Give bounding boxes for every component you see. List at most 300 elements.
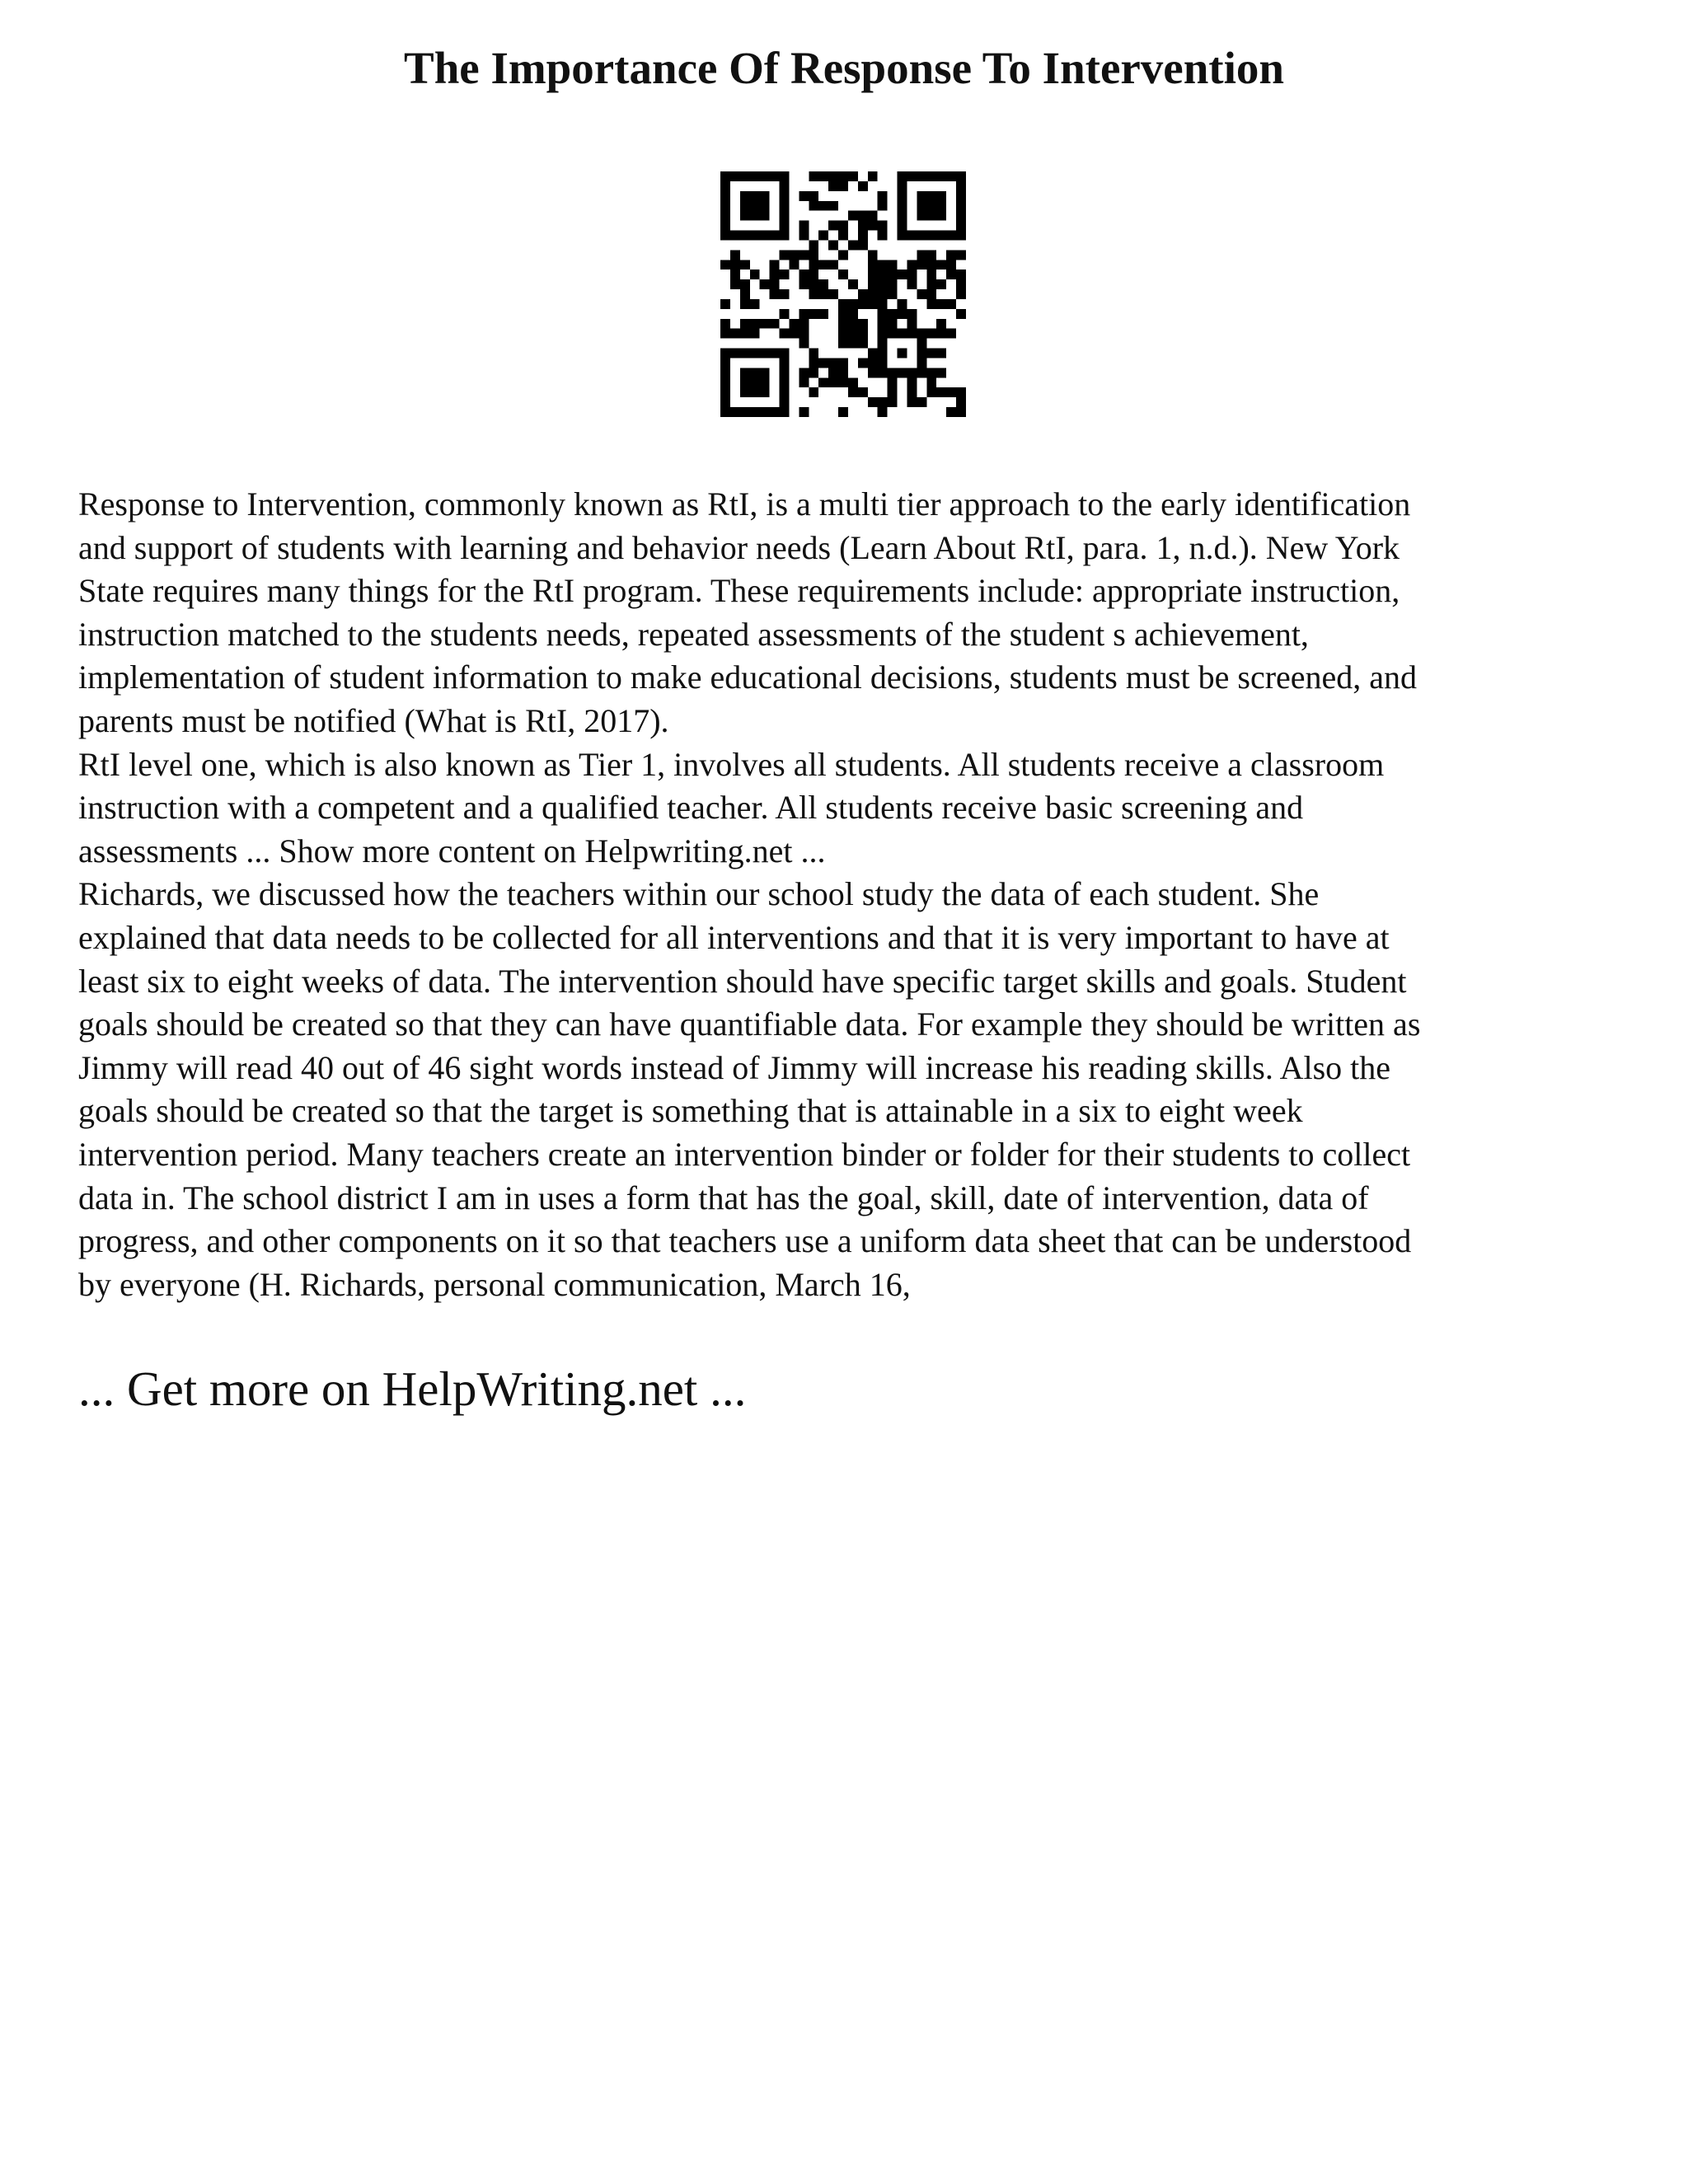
qr-module	[740, 211, 750, 221]
qr-module	[809, 387, 818, 397]
qr-module	[878, 349, 888, 359]
qr-module	[956, 201, 966, 211]
qr-module	[888, 319, 898, 329]
qr-module	[858, 221, 868, 231]
qr-module	[888, 269, 898, 279]
qr-module	[799, 309, 809, 319]
qr-module	[809, 260, 818, 269]
qr-module	[878, 397, 888, 407]
qr-module	[907, 319, 917, 329]
qr-module	[936, 191, 946, 201]
qr-module	[956, 269, 966, 279]
qr-module	[730, 231, 740, 241]
qr-module	[740, 329, 750, 339]
qr-module	[750, 211, 760, 221]
qr-module	[780, 191, 790, 201]
qr-module	[799, 407, 809, 417]
qr-module	[917, 368, 926, 377]
qr-module	[838, 181, 848, 191]
qr-module	[809, 240, 818, 250]
qr-module	[848, 387, 858, 397]
qr-module	[730, 349, 740, 359]
qr-module	[780, 221, 790, 231]
qr-module	[848, 377, 858, 387]
qr-module	[740, 368, 750, 377]
qr-module	[740, 260, 750, 269]
qr-module	[858, 181, 868, 191]
qr-module	[878, 289, 888, 299]
qr-module	[740, 279, 750, 289]
paragraph: Richards, we discussed how the teachers within our school study the data of each student. She explained that data needs to be collected for all interventions and that it is very important to have at least six to eight weeks of data. The intervention should have specific target skills and goals. Student goals should be created so that they can have quantifiable data. For example they should be written as Jimmy will read 40 out of 46 sight words instead of Jimmy will increase his reading skills. Also the goals should be created so that the target is something that is attainable in a six to eight week intervention period. Many teachers create an intervention binder or folder for their students to collect data in. The school district I am in uses a form that has the goal, skill, date of intervention, data of progress, and other components on it so that teachers use a uniform data sheet that can be understood by everyone (H. Richards, personal communication, March 16,	[78, 875, 1421, 1303]
qr-module	[818, 377, 828, 387]
qr-module	[917, 339, 926, 349]
qr-module	[956, 397, 966, 407]
qr-module	[720, 407, 730, 417]
qr-module	[848, 339, 858, 349]
qr-module	[720, 191, 730, 201]
qr-module	[799, 231, 809, 241]
qr-module	[936, 387, 946, 397]
qr-module	[926, 250, 936, 260]
qr-module	[848, 329, 858, 339]
qr-module	[926, 387, 936, 397]
qr-module	[926, 279, 936, 289]
qr-module	[828, 358, 838, 368]
qr-module	[868, 397, 878, 407]
qr-module	[926, 349, 936, 359]
paragraph: Response to Intervention, commonly known as RtI, is a multi tier approach to the early identification and support of students with learning and behavior needs (Learn About RtI, para. 1, n.d.). New York State requires many things for the RtI program. These requirements include: appropriate instruction, instruction matched to the students needs, repeated assessments of the student s achievement, implementation of student information to make educational decisions, students must be screened, and parents must be notified (What is RtI, 2017).	[78, 485, 1418, 739]
qr-module	[926, 289, 936, 299]
qr-module	[760, 407, 770, 417]
qr-module	[809, 171, 818, 181]
qr-module	[838, 221, 848, 231]
qr-module	[730, 250, 740, 260]
qr-module	[858, 211, 868, 221]
qr-module	[828, 377, 838, 387]
qr-module	[750, 387, 760, 397]
qr-module	[898, 299, 907, 309]
qr-module	[926, 377, 936, 387]
qr-module	[720, 387, 730, 397]
qr-module	[818, 309, 828, 319]
qr-module	[780, 289, 790, 299]
qr-module	[780, 368, 790, 377]
qr-module	[799, 319, 809, 329]
qr-module	[838, 309, 848, 319]
qr-module	[780, 387, 790, 397]
qr-module	[720, 349, 730, 359]
qr-module	[936, 231, 946, 241]
qr-module	[780, 269, 790, 279]
qr-module	[809, 289, 818, 299]
qr-module	[760, 171, 770, 181]
qr-module	[760, 211, 770, 221]
qr-module	[888, 368, 898, 377]
qr-module	[858, 319, 868, 329]
qr-module	[868, 349, 878, 359]
qr-module	[809, 279, 818, 289]
qr-module	[878, 368, 888, 377]
qr-module	[740, 231, 750, 241]
qr-module	[750, 231, 760, 241]
qr-module	[898, 269, 907, 279]
qr-module	[946, 250, 956, 260]
qr-module	[936, 260, 946, 269]
qr-module	[917, 171, 926, 181]
qr-module	[926, 231, 936, 241]
qr-module	[926, 211, 936, 221]
qr-module	[838, 269, 848, 279]
qr-module	[828, 368, 838, 377]
qr-module	[878, 319, 888, 329]
qr-module	[868, 279, 878, 289]
qr-module	[799, 279, 809, 289]
qr-module	[888, 279, 898, 289]
qr-module	[926, 201, 936, 211]
qr-module	[926, 299, 936, 309]
qr-module	[956, 289, 966, 299]
qr-module	[818, 260, 828, 269]
qr-module	[898, 191, 907, 201]
qr-module	[740, 349, 750, 359]
qr-module	[858, 358, 868, 368]
qr-module	[917, 231, 926, 241]
qr-module	[898, 201, 907, 211]
qr-module	[907, 387, 917, 397]
qr-module	[898, 368, 907, 377]
qr-module	[848, 279, 858, 289]
qr-module	[858, 231, 868, 241]
qr-module	[838, 339, 848, 349]
qr-module	[907, 260, 917, 269]
qr-module	[956, 407, 966, 417]
qr-module	[760, 387, 770, 397]
qr-module	[878, 260, 888, 269]
qr-module	[838, 171, 848, 181]
qr-module	[868, 358, 878, 368]
qr-module	[780, 329, 790, 339]
qr-module	[898, 211, 907, 221]
qr-module	[926, 191, 936, 201]
qr-module	[926, 368, 936, 377]
qr-module	[838, 250, 848, 260]
qr-module	[740, 191, 750, 201]
qr-module	[720, 397, 730, 407]
qr-module	[907, 377, 917, 387]
qr-module	[780, 377, 790, 387]
qr-module	[917, 250, 926, 260]
page-title: The Importance Of Response To Intervention	[404, 43, 1284, 93]
qr-module	[760, 231, 770, 241]
qr-module	[838, 377, 848, 387]
qr-module	[720, 299, 730, 309]
qr-module	[898, 181, 907, 191]
qr-module	[750, 329, 760, 339]
qr-module	[917, 358, 926, 368]
qr-module	[809, 191, 818, 201]
qr-module	[868, 289, 878, 299]
qr-module	[740, 319, 750, 329]
qr-module	[789, 260, 799, 269]
qr-module	[770, 279, 780, 289]
qr-module	[818, 171, 828, 181]
qr-module	[770, 269, 780, 279]
qr-module	[917, 260, 926, 269]
qr-module	[828, 181, 838, 191]
qr-module	[946, 269, 956, 279]
qr-module	[848, 211, 858, 221]
qr-module	[946, 407, 956, 417]
qr-module	[780, 211, 790, 221]
qr-module	[730, 269, 740, 279]
qr-module	[780, 309, 790, 319]
qr-module	[720, 319, 730, 329]
qr-module	[799, 191, 809, 201]
qr-module	[720, 358, 730, 368]
qr-module	[818, 289, 828, 299]
qr-module	[818, 201, 828, 211]
qr-module	[809, 368, 818, 377]
qr-module	[917, 349, 926, 359]
qr-module	[926, 171, 936, 181]
qr-module	[898, 171, 907, 181]
qr-module	[828, 240, 838, 250]
qr-module	[828, 171, 838, 181]
qr-module	[770, 289, 780, 299]
qr-module	[907, 171, 917, 181]
qr-module	[809, 201, 818, 211]
qr-module	[898, 329, 907, 339]
qr-module	[740, 171, 750, 181]
qr-module	[740, 387, 750, 397]
qr-module	[720, 221, 730, 231]
qr-module	[730, 260, 740, 269]
article-body	[78, 483, 1620, 1306]
qr-module	[720, 329, 730, 339]
qr-module	[868, 269, 878, 279]
qr-module	[946, 329, 956, 339]
qr-module	[789, 329, 799, 339]
qr-module	[868, 171, 878, 181]
qr-module	[878, 407, 888, 417]
qr-module	[898, 349, 907, 359]
qr-module	[878, 231, 888, 241]
qr-module	[809, 250, 818, 260]
qr-module	[838, 407, 848, 417]
qr-module	[946, 171, 956, 181]
qr-module	[917, 289, 926, 299]
qr-module	[818, 358, 828, 368]
qr-module	[780, 407, 790, 417]
qr-module	[750, 201, 760, 211]
qr-module	[936, 329, 946, 339]
qr-module	[936, 279, 946, 289]
qr-module	[936, 211, 946, 221]
qr-module	[818, 231, 828, 241]
qr-module	[770, 260, 780, 269]
qr-module	[780, 397, 790, 407]
qr-module	[740, 201, 750, 211]
qr-module	[898, 309, 907, 319]
qr-module	[740, 377, 750, 387]
qr-module	[946, 299, 956, 309]
qr-module	[858, 387, 868, 397]
qr-module	[828, 201, 838, 211]
qr-module	[858, 329, 868, 339]
qr-module	[878, 339, 888, 349]
qr-module	[789, 250, 799, 260]
qr-module	[907, 279, 917, 289]
qr-module	[956, 221, 966, 231]
qr-module	[878, 279, 888, 289]
qr-module	[946, 260, 956, 269]
qr-module	[750, 368, 760, 377]
qr-module	[878, 201, 888, 211]
qr-module	[720, 377, 730, 387]
qr-module	[936, 349, 946, 359]
qr-module	[888, 397, 898, 407]
qr-module	[799, 269, 809, 279]
qr-module	[858, 289, 868, 299]
qr-module	[907, 397, 917, 407]
qr-module	[828, 221, 838, 231]
qr-module	[956, 191, 966, 201]
qr-module	[750, 377, 760, 387]
qr-module	[760, 279, 770, 289]
qr-module	[838, 299, 848, 309]
qr-module	[926, 329, 936, 339]
qr-module	[878, 299, 888, 309]
qr-module	[838, 329, 848, 339]
qr-module	[780, 181, 790, 191]
qr-module	[917, 211, 926, 221]
qr-module	[780, 171, 790, 181]
qr-module	[750, 299, 760, 309]
qr-module	[770, 171, 780, 181]
qr-module	[936, 368, 946, 377]
qr-module	[720, 211, 730, 221]
qr-module	[917, 329, 926, 339]
qr-module	[888, 289, 898, 299]
qr-module	[760, 201, 770, 211]
qr-module	[936, 299, 946, 309]
qr-module	[720, 260, 730, 269]
qr-module	[720, 181, 730, 191]
qr-module	[730, 279, 740, 289]
qr-module	[907, 368, 917, 377]
qr-module	[838, 358, 848, 368]
qr-module	[818, 279, 828, 289]
qr-module	[809, 349, 818, 359]
qr-module	[956, 279, 966, 289]
qr-module	[898, 231, 907, 241]
qr-module	[770, 407, 780, 417]
qr-module	[888, 377, 898, 387]
qr-module	[878, 358, 888, 368]
qr-module	[878, 329, 888, 339]
qr-module	[956, 181, 966, 191]
qr-module	[917, 397, 926, 407]
qr-module	[936, 171, 946, 181]
qr-module	[907, 329, 917, 339]
qr-module	[828, 260, 838, 269]
qr-module	[720, 368, 730, 377]
qr-module	[878, 269, 888, 279]
qr-module	[848, 171, 858, 181]
qr-module	[946, 387, 956, 397]
paragraph: RtI level one, which is also known as Tier 1, involves all students. All students receive a classroom instruction with a competent and a qualified teacher. All students receive basic screening and assessments ... Show more content on Helpwriting.net ...	[78, 745, 1385, 869]
qr-module	[898, 221, 907, 231]
qr-code	[720, 171, 966, 417]
qr-module	[956, 211, 966, 221]
qr-module	[848, 299, 858, 309]
qr-module	[799, 221, 809, 231]
qr-module	[907, 269, 917, 279]
qr-module	[848, 240, 858, 250]
qr-module	[888, 260, 898, 269]
qr-module	[868, 260, 878, 269]
qr-module	[956, 231, 966, 241]
qr-module	[799, 250, 809, 260]
qr-module	[848, 309, 858, 319]
qr-module	[858, 339, 868, 349]
qr-module	[809, 269, 818, 279]
qr-module	[907, 309, 917, 319]
qr-module	[868, 211, 878, 221]
qr-module	[780, 349, 790, 359]
qr-module	[936, 319, 946, 329]
qr-module	[878, 309, 888, 319]
get-more-link[interactable]: ... Get more on HelpWriting.net ...	[78, 1361, 747, 1416]
qr-module	[750, 191, 760, 201]
qr-module	[868, 299, 878, 309]
qr-module	[740, 289, 750, 299]
qr-module	[868, 250, 878, 260]
qr-module	[760, 368, 770, 377]
qr-module	[799, 339, 809, 349]
qr-module	[720, 231, 730, 241]
qr-module	[780, 250, 790, 260]
qr-module	[838, 231, 848, 241]
qr-module	[750, 269, 760, 279]
qr-module	[828, 289, 838, 299]
qr-module	[956, 250, 966, 260]
qr-module	[956, 171, 966, 181]
qr-module	[878, 221, 888, 231]
qr-module	[730, 329, 740, 339]
qr-module	[878, 191, 888, 201]
qr-module	[838, 319, 848, 329]
qr-module	[858, 240, 868, 250]
qr-module	[868, 368, 878, 377]
qr-module	[780, 358, 790, 368]
qr-module	[720, 201, 730, 211]
qr-module	[907, 231, 917, 241]
qr-module	[838, 368, 848, 377]
qr-module	[780, 231, 790, 241]
qr-module	[770, 231, 780, 241]
qr-module	[770, 349, 780, 359]
qr-module	[946, 231, 956, 241]
qr-module	[799, 377, 809, 387]
qr-module	[926, 269, 936, 279]
qr-module	[956, 309, 966, 319]
qr-module	[799, 368, 809, 377]
qr-module	[956, 387, 966, 397]
qr-module	[730, 171, 740, 181]
qr-module	[917, 201, 926, 211]
qr-module	[799, 329, 809, 339]
